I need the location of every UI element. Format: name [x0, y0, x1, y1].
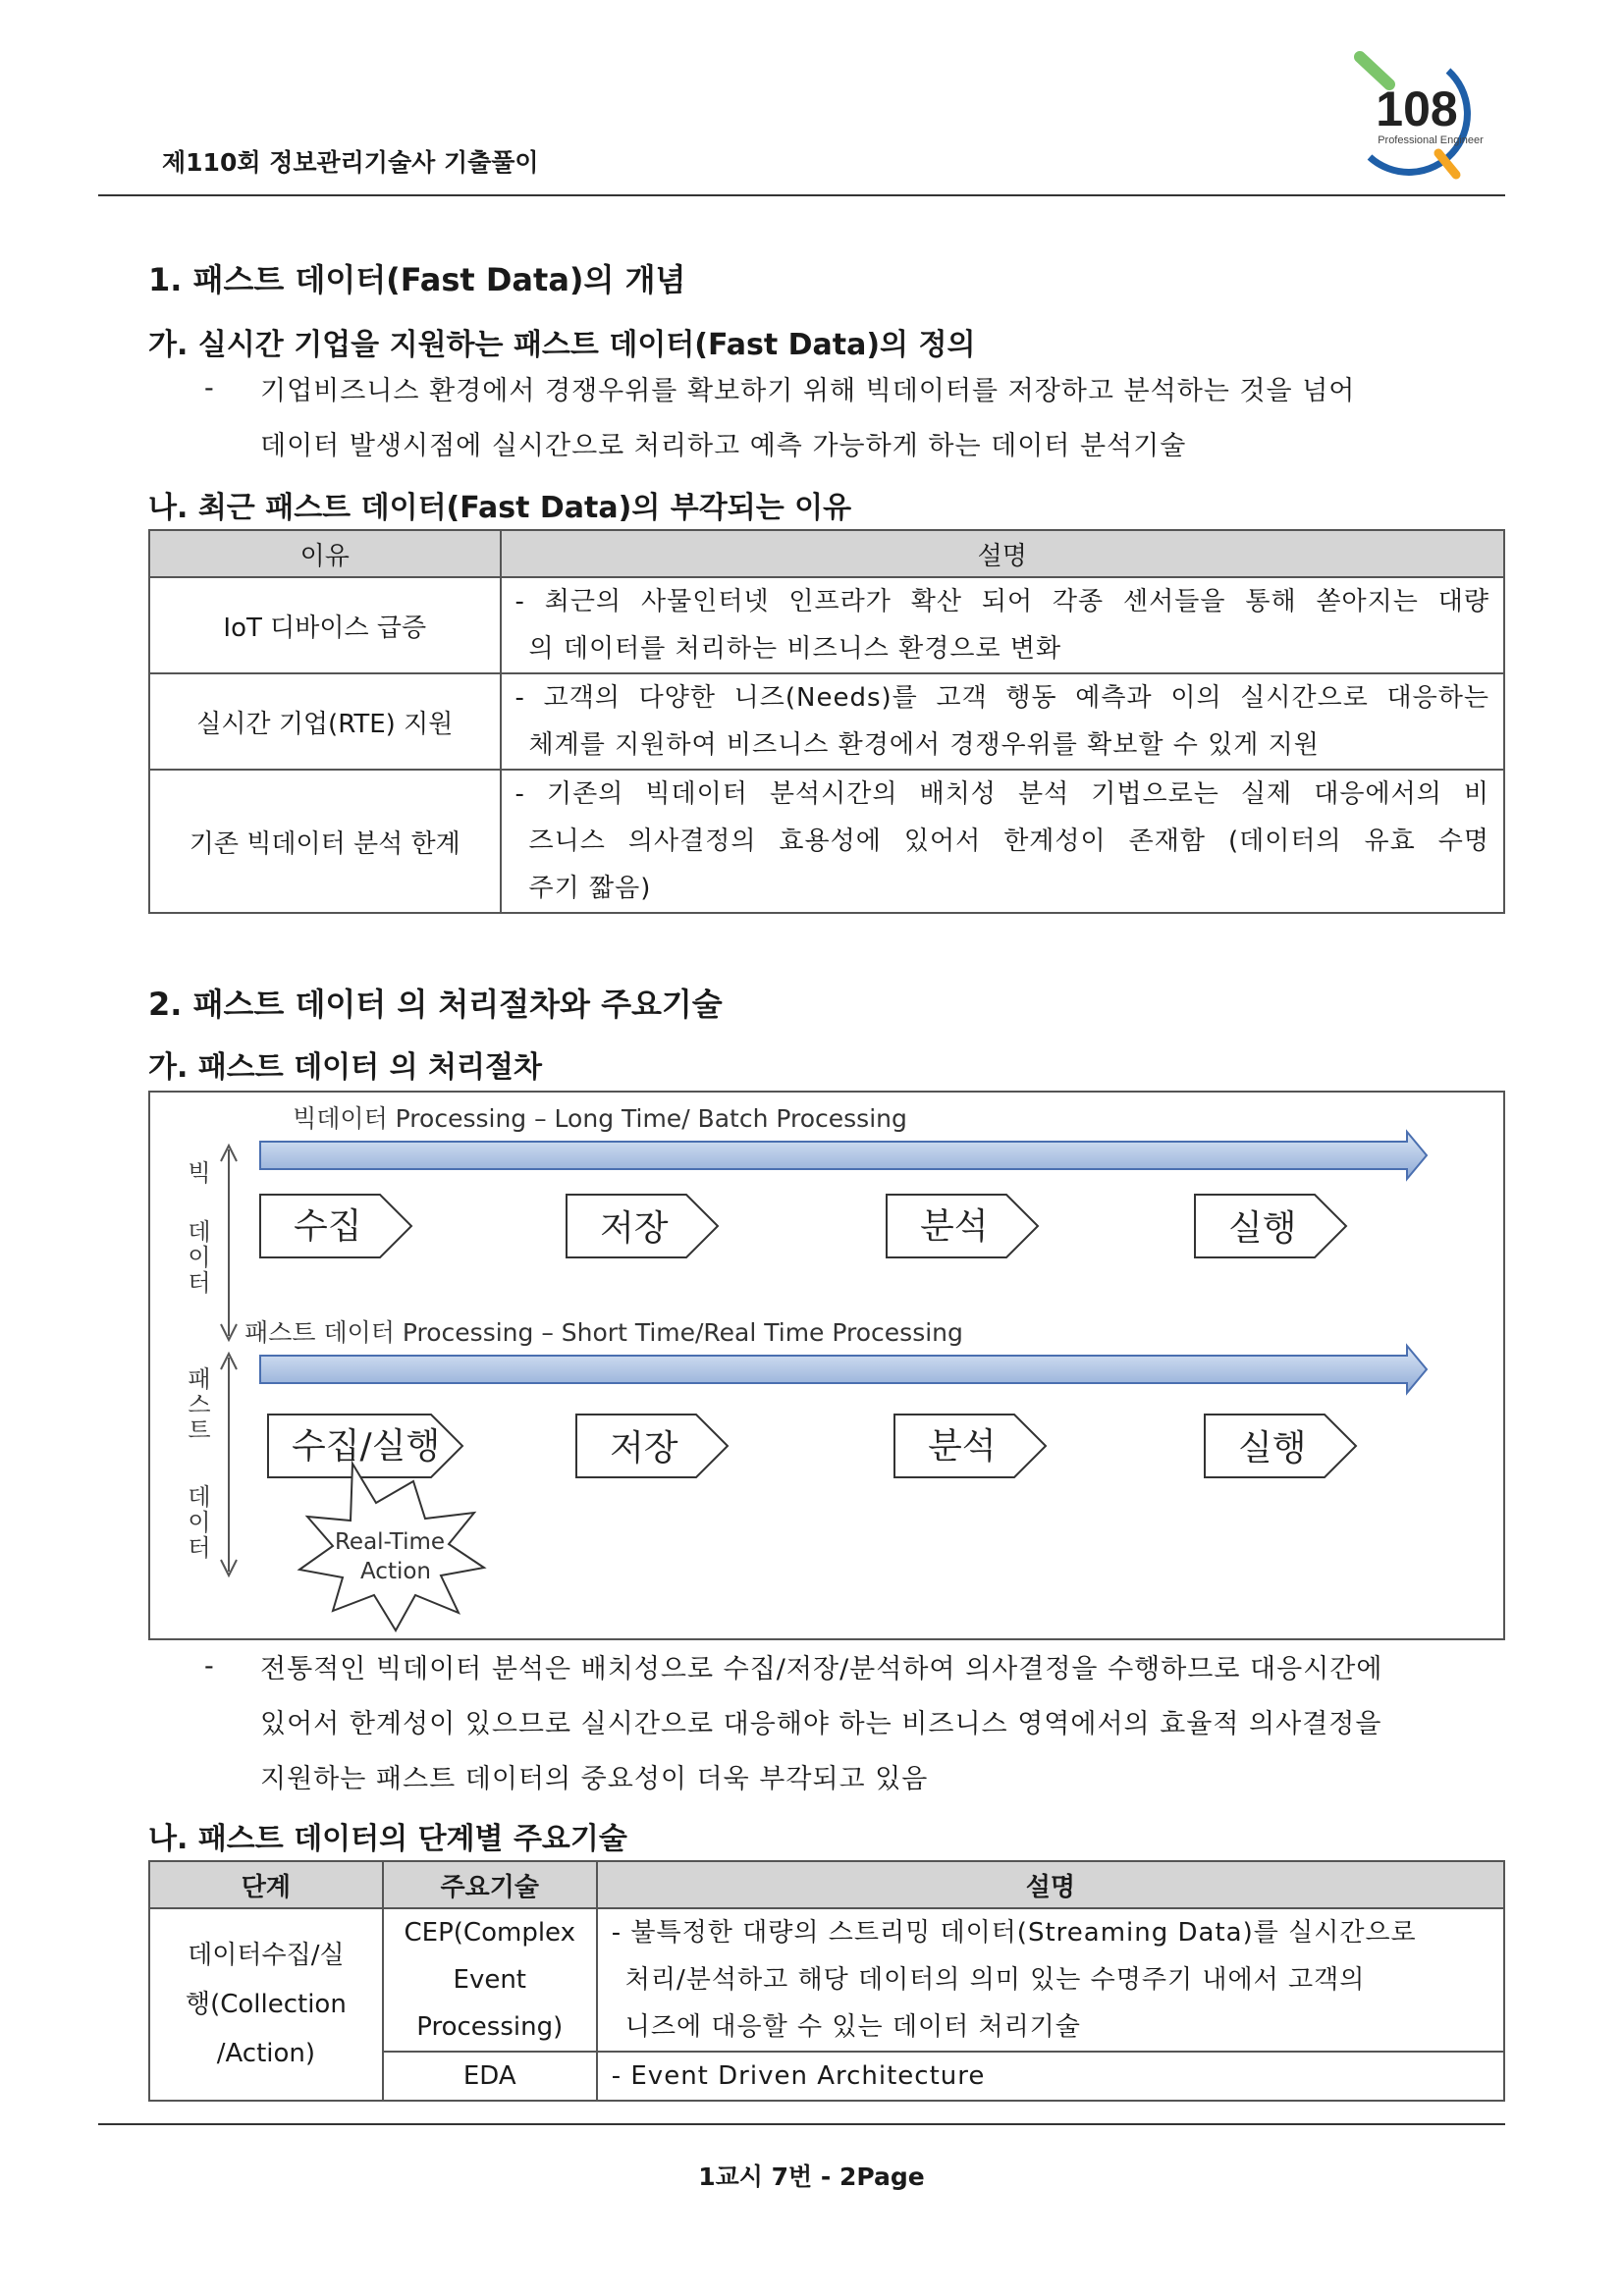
desc-line: 의 데이터를 처리하는 비즈니스 환경으로 변화 [528, 634, 1062, 664]
burst-line-2: Action [359, 1559, 432, 1584]
stage-cell [149, 1908, 383, 2101]
tech-line: Processing) [416, 2012, 564, 2042]
reason-cell: 실시간 기업(RTE) 지원 [149, 673, 501, 770]
desc-line: 체계를 지원하여 비즈니스 환경에서 경쟁우위를 확보할 수 있게 지원 [528, 730, 1320, 760]
table-row [149, 1908, 1504, 2052]
logo-number: 108 [1376, 81, 1458, 136]
section2-sub-a: 가. 패스트 데이터 의 처리절차 [148, 1050, 542, 1085]
logo [1321, 37, 1488, 185]
section1-sub-b: 나. 최근 패스트 데이터(Fast Data)의 부각되는 이유 [148, 491, 852, 525]
tech-cell: EDA [383, 2052, 597, 2101]
side-label-fast-5: 이 [188, 1509, 211, 1536]
def-line-1: 기업비즈니스 환경에서 경쟁우위를 확보하기 위해 빅데이터를 저장하고 분석하는 것을 넘어 [260, 376, 1356, 406]
side-label-big-1: 빅 [188, 1159, 211, 1187]
side-label-big-3: 이 [188, 1244, 211, 1271]
stage-line: 데이터수집/실 [188, 1941, 345, 1970]
desc-cell [501, 673, 1504, 770]
side-label-big-4: 터 [188, 1269, 211, 1297]
table-row [149, 673, 1504, 770]
proc-line-1: 전통적인 빅데이터 분석은 배치성으로 수집/저장/분석하여 의사결정을 수행하므로 대응시간에 [260, 1654, 1383, 1684]
header-title: 제110회 정보관리기술사 기출풀이 [162, 148, 539, 177]
fast-step-label: 저장 [610, 1428, 678, 1468]
col-header-stage: 단계 [149, 1861, 383, 1908]
table-header-row [149, 530, 1504, 577]
desc-line: 니즈에 대응할 수 있는 데이터 처리기술 [624, 2012, 1081, 2042]
big-step-label: 실행 [1228, 1208, 1297, 1249]
tech-cell [383, 1908, 597, 2052]
section1-heading: 1. 패스트 데이터(Fast Data)의 개념 [148, 261, 686, 298]
header-rule [98, 194, 1505, 196]
desc-cell [501, 770, 1504, 913]
proc-line-3: 지원하는 패스트 데이터의 중요성이 더욱 부각되고 있음 [260, 1764, 929, 1794]
footer-rule [98, 2123, 1505, 2125]
desc-line: 즈니스 의사결정의 효용성에 있어서 한계성이 존재함 (데이터의 유효 수명 [528, 827, 1489, 856]
proc-line-2: 있어서 한계성이 있으므로 실시간으로 대응해야 하는 비즈니스 영역에서의 효율적 의사결정을 [260, 1709, 1382, 1739]
desc-cell: - Event Driven Architecture [597, 2052, 1504, 2101]
burst-line-1: Real-Time [334, 1529, 446, 1555]
bullet-dash: - [204, 1651, 214, 1682]
desc-cell [597, 1908, 1504, 2052]
col-header-tech: 주요기술 [383, 1861, 597, 1908]
tech-table [148, 1860, 1505, 2102]
stage-line: /Action) [216, 2039, 316, 2068]
table-header-row [149, 1861, 1504, 1908]
fast-step-label: 수집/실행 [292, 1426, 441, 1467]
bullet-dash: - [204, 373, 214, 403]
logo-stroke-green [1360, 57, 1389, 84]
section1-sub-a: 가. 실시간 기업을 지원하는 패스트 데이터(Fast Data)의 정의 [148, 328, 976, 362]
desc-line: - 불특정한 대량의 스트리밍 데이터(Streaming Data)를 실시간으로 [611, 1918, 1417, 1948]
fast-data-side-arrow [221, 1354, 237, 1575]
stage-line: 행(Collection [185, 1990, 347, 2019]
section2-heading: 2. 패스트 데이터 의 처리절차와 주요기술 [148, 986, 723, 1023]
big-step-label: 저장 [600, 1208, 669, 1249]
table-row [149, 577, 1504, 673]
table-row [149, 770, 1504, 913]
side-label-big-2: 데 [188, 1218, 211, 1246]
col-header-desc: 설명 [501, 530, 1504, 577]
big-step-label: 분석 [920, 1206, 989, 1247]
section2-sub-b: 나. 패스트 데이터의 단계별 주요기술 [148, 1822, 627, 1856]
reasons-table [148, 529, 1505, 914]
big-data-label: 빅데이터 Processing – Long Time/ Batch Processing [293, 1104, 907, 1133]
big-data-steps [260, 1195, 1346, 1257]
footer-page: 1교시 7번 - 2Page [698, 2163, 925, 2191]
col-header-desc: 설명 [597, 1861, 1504, 1908]
desc-line: - 고객의 다양한 니즈(Needs)를 고객 행동 예측과 이의 실시간으로 대응하는 [514, 683, 1489, 713]
col-header-reason: 이유 [149, 530, 501, 577]
fast-data-label: 패스트 데이터 Processing – Short Time/Real Time Processing [244, 1318, 963, 1347]
process-diagram-svg [150, 1093, 1503, 1638]
desc-line: 주기 짧음) [528, 874, 652, 903]
side-label-fast-3: 트 [188, 1416, 211, 1444]
tech-line: CEP(Complex [404, 1918, 575, 1948]
big-step-label: 수집 [294, 1206, 362, 1247]
desc-line: - 최근의 사물인터넷 인프라가 확산 되어 각종 센서들을 통해 쏟아지는 대량 [514, 587, 1489, 616]
side-label-fast-2: 스 [188, 1391, 211, 1418]
desc-cell [501, 577, 1504, 673]
fast-data-long-arrow [260, 1346, 1427, 1393]
big-data-long-arrow [260, 1132, 1427, 1179]
big-data-side-arrow [221, 1146, 237, 1340]
tech-line: Event [453, 1965, 526, 1995]
process-diagram [148, 1091, 1505, 1640]
reason-cell: 기존 빅데이터 분석 한계 [149, 770, 501, 913]
side-label-fast-4: 데 [188, 1483, 211, 1511]
logo-sub: Professional Engineer [1378, 134, 1484, 146]
side-label-fast-1: 패 [188, 1365, 211, 1393]
def-line-2: 데이터 발생시점에 실시간으로 처리하고 예측 가능하게 하는 데이터 분석기술 [260, 431, 1187, 461]
desc-line: - 기존의 빅데이터 분석시간의 배치성 분석 기법으로는 실제 대응에서의 비 [514, 779, 1489, 809]
fast-step-label: 분석 [928, 1426, 997, 1467]
side-label-fast-6: 터 [188, 1534, 211, 1562]
fast-step-label: 실행 [1238, 1428, 1307, 1468]
reason-cell: IoT 디바이스 급증 [149, 577, 501, 673]
desc-line: 처리/분석하고 해당 데이터의 의미 있는 수명주기 내에서 고객의 [624, 1965, 1366, 1995]
